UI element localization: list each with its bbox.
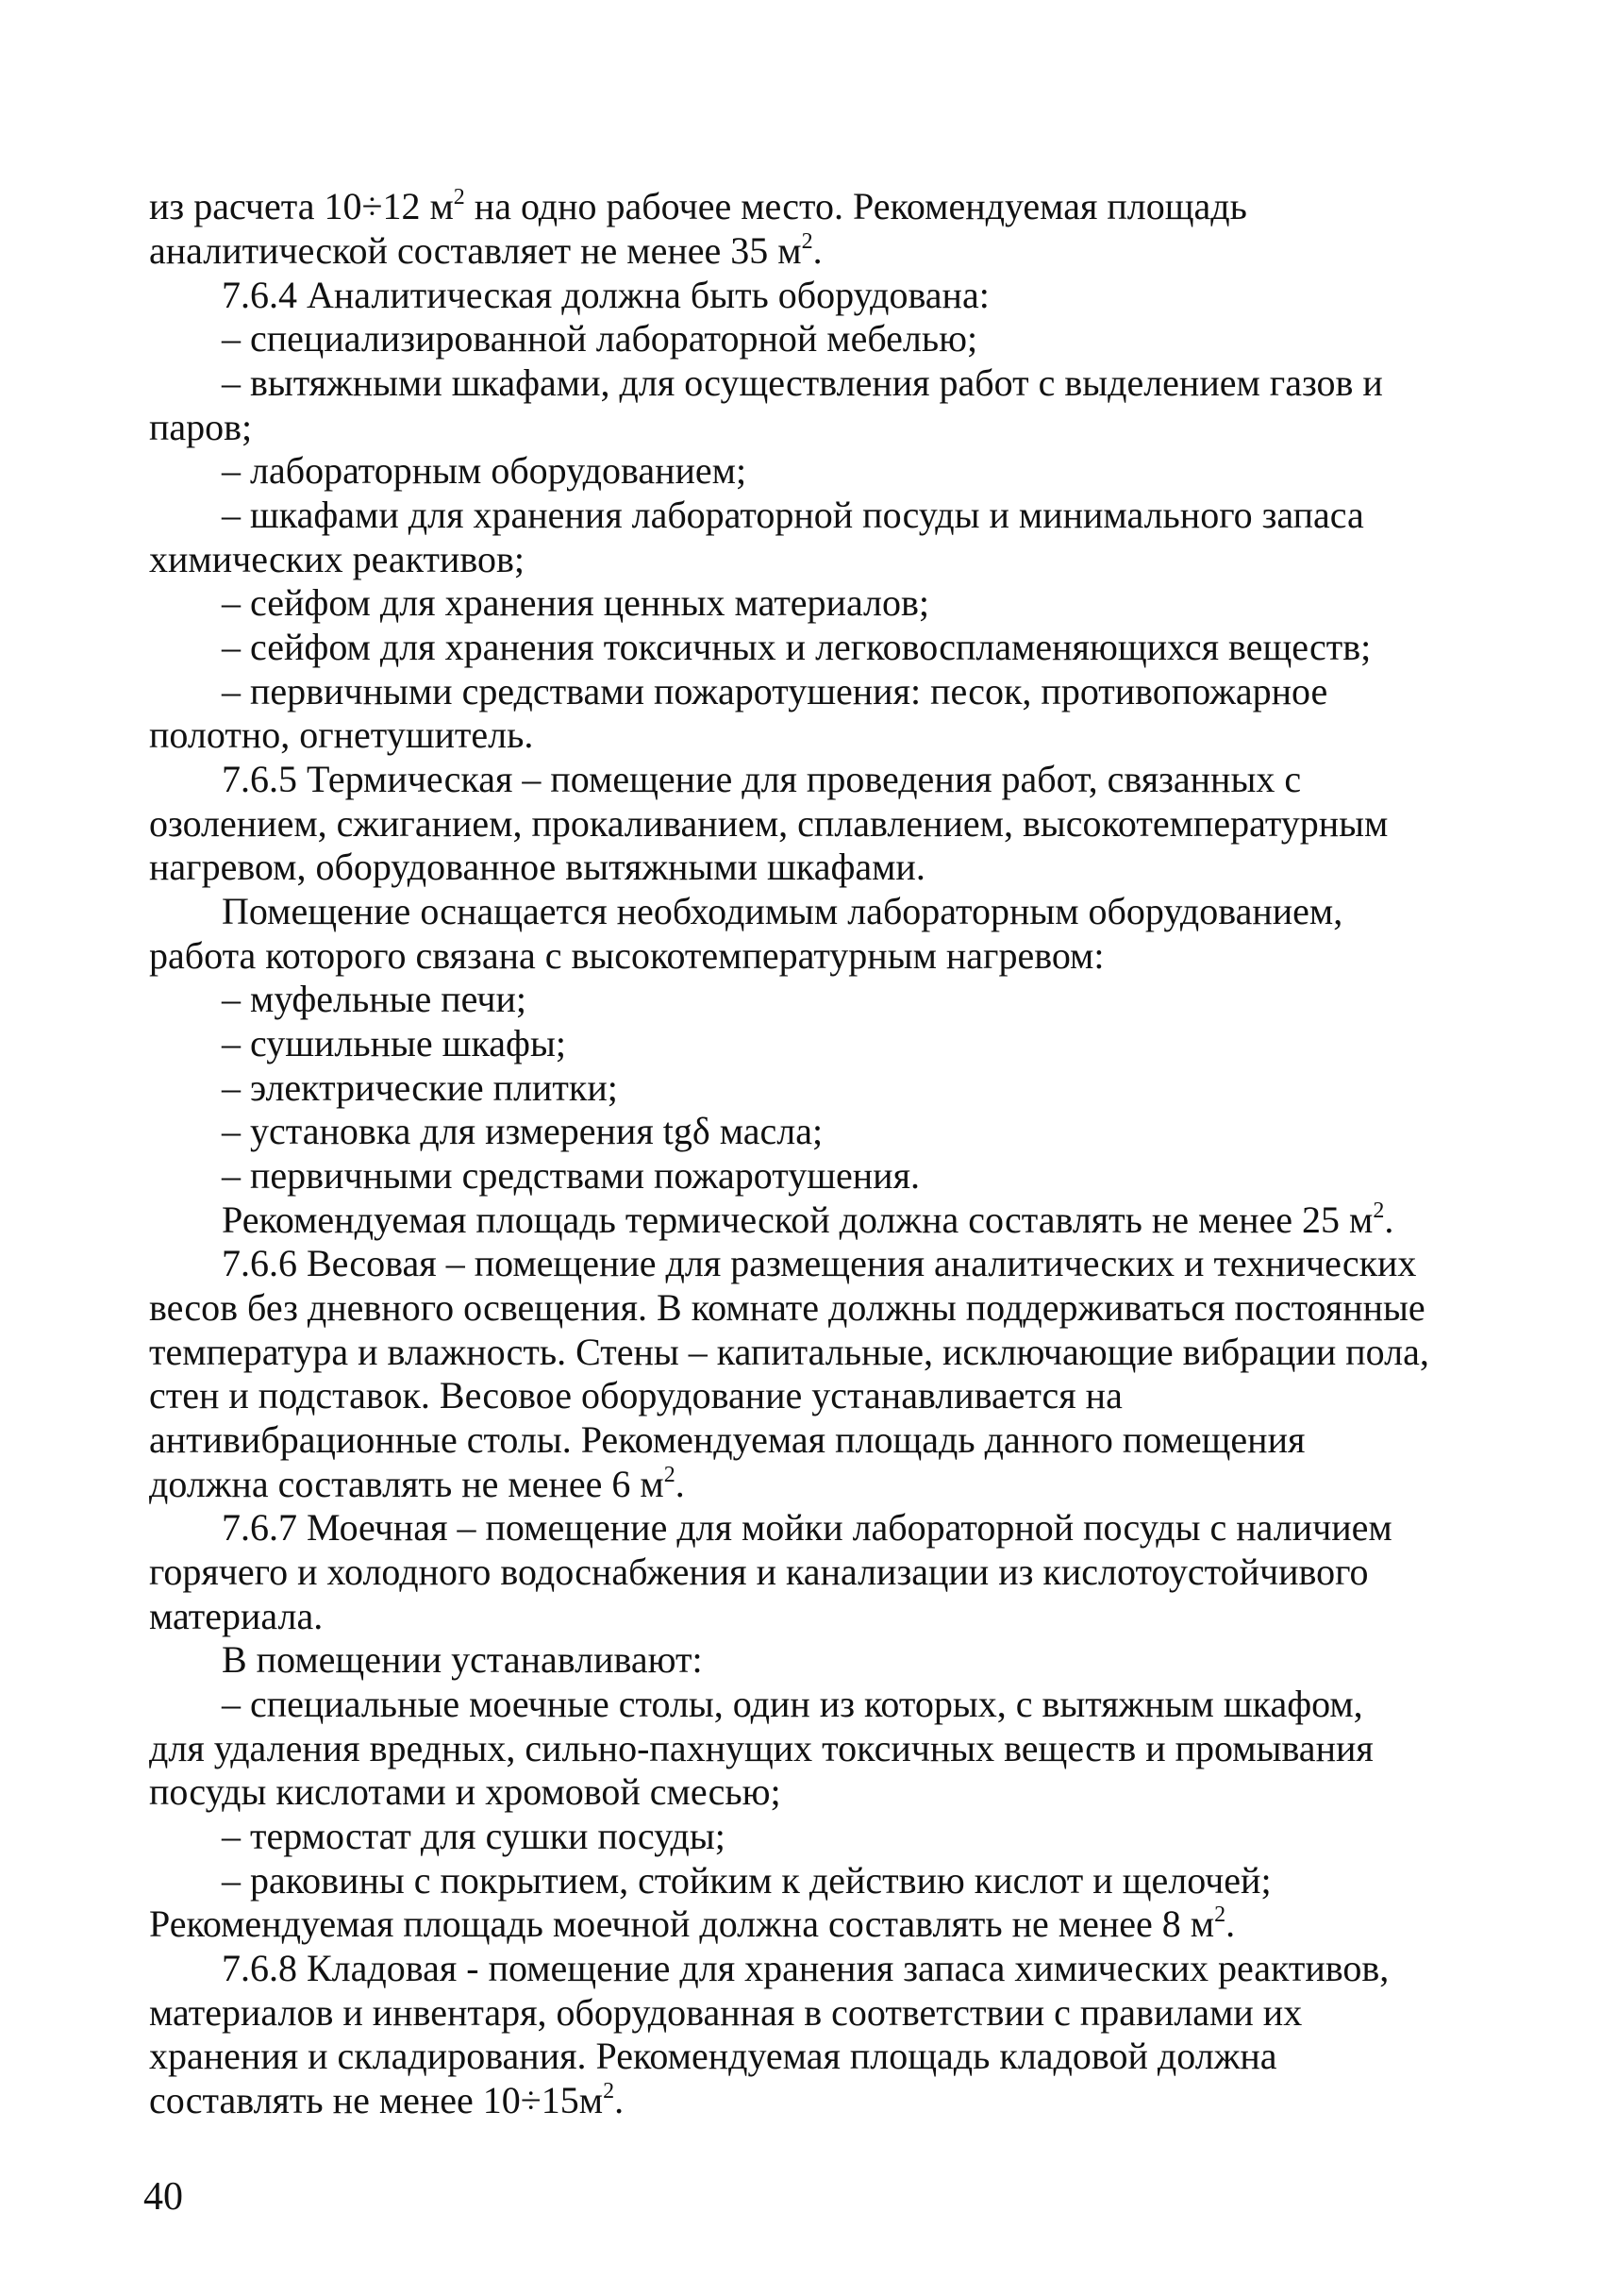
list-item: – раковины с покрытием, стойким к действию кислот и щелочей; — [222, 1859, 1272, 1902]
text-line: нагревом, оборудованное вытяжными шкафами. — [149, 846, 925, 888]
text-line: хранения и складирования. Рекомендуемая площадь кладовой должна — [149, 2035, 1277, 2077]
text-line: озолением, сжиганием, прокаливанием, сплавлением, высокотемпературным — [149, 802, 1389, 845]
list-item: – первичными средствами пожаротушения: песок, противопожарное — [222, 670, 1328, 712]
list-item: – муфельные печи; — [222, 978, 527, 1020]
page-number: 40 — [143, 2175, 183, 2219]
text-line: паров; — [149, 406, 253, 448]
text-line: стен и подставок. Весовое оборудование устанавливается на — [149, 1374, 1123, 1416]
section-heading: 7.6.7 Моечная – помещение для мойки лабораторной посуды с наличием — [222, 1506, 1392, 1549]
paragraph-start: Помещение оснащается необходимым лабораторным оборудованием, — [222, 890, 1343, 932]
section-heading: 7.6.6 Весовая – помещение для размещения аналитических и технических — [222, 1242, 1417, 1284]
list-item: – электрические плитки; — [222, 1066, 618, 1109]
text-line: аналитической составляет не менее 35 $м^2$. — [149, 228, 823, 272]
list-item: – сушильные шкафы; — [222, 1022, 566, 1064]
text-line: весов без дневного освещения. В комнате должны поддерживаться постоянные — [149, 1286, 1425, 1329]
list-item: – установка для измерения tgδ масла; — [222, 1110, 824, 1152]
list-item: – лабораторным оборудованием; — [222, 449, 747, 492]
text-line: материалов и инвентаря, оборудованная в соответствии с правилами их — [149, 1991, 1303, 2034]
list-item: – первичными средствами пожаротушения. — [222, 1154, 920, 1197]
list-item: – сейфом для хранения токсичных и легковоспламеняющихся веществ; — [222, 626, 1372, 668]
text-line: для удаления вредных, сильно-пахнущих токсичных веществ и промывания — [149, 1727, 1374, 1769]
list-item: – специальные моечные столы, один из которых, с вытяжным шкафом, — [222, 1683, 1363, 1725]
list-item: – сейфом для хранения ценных материалов; — [222, 581, 930, 624]
text-line: горячего и холодного водоснабжения и канализации из кислотоустойчивого — [149, 1550, 1369, 1593]
text-line: из расчета 10÷12 $м^2$ на одно рабочее место. Рекомендуемая площадь — [149, 184, 1247, 227]
text-line: составлять не менее $10\div 15м^2$. — [149, 2078, 625, 2121]
text-line: полотно, огнетушитель. — [149, 713, 534, 756]
section-heading: 7.6.8 Кладовая - помещение для хранения запаса химических реактивов, — [222, 1947, 1390, 1989]
text-line: антивибрационные столы. Рекомендуемая площадь данного помещения — [149, 1418, 1306, 1461]
list-item: – термостат для сушки посуды; — [222, 1815, 725, 1857]
text-line: температура и влажность. Стены – капитальные, исключающие вибрации пола, — [149, 1331, 1429, 1373]
text-line: материала. — [149, 1595, 324, 1637]
paragraph-start: Рекомендуемая площадь термической должна составлять не менее 25 $м^2$. — [222, 1198, 1394, 1241]
text-line: посуды кислотами и хромовой смесью; — [149, 1770, 781, 1813]
paragraph-start: В помещении устанавливают: — [222, 1638, 703, 1681]
list-item: – вытяжными шкафами, для осуществления работ с выделением газов и — [222, 361, 1383, 404]
text-line: работа которого связана с высокотемпературным нагревом: — [149, 934, 1105, 977]
section-heading: 7.6.5 Термическая – помещение для проведения работ, связанных с — [222, 758, 1302, 800]
text-line: должна составлять не менее 6 $м^2$. — [149, 1462, 685, 1505]
list-item: – специализированной лабораторной мебелью; — [222, 317, 978, 360]
section-heading: 7.6.4 Аналитическая должна быть оборудована: — [222, 274, 990, 316]
text-line: Рекомендуемая площадь моечной должна составлять не менее 8 $м^2$. — [149, 1902, 1236, 1945]
text-line: химических реактивов; — [149, 538, 525, 580]
list-item: – шкафами для хранения лабораторной посуды и минимального запаса — [222, 494, 1364, 536]
